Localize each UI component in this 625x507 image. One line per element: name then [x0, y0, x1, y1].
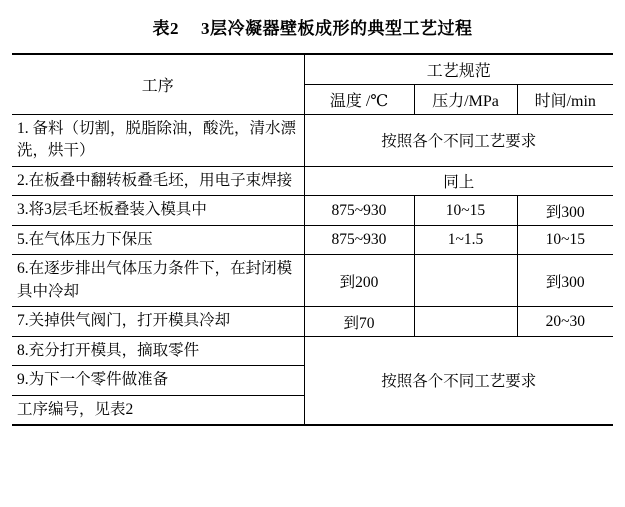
process-step-7: 7.关掉供气阀门，打开模具冷却: [12, 307, 304, 336]
caption-number: 表2: [152, 19, 179, 38]
header-temperature: 温度 /℃: [304, 85, 414, 115]
process-step-2: 2.在板叠中翻转板叠毛坯，用电子束焊接: [12, 166, 304, 195]
process-step-5-temperature: 875~930: [304, 225, 414, 254]
process-step-9: 9.为下一个零件做准备: [12, 366, 304, 395]
process-step-7-temperature: 到70: [304, 307, 414, 336]
process-table: [12, 53, 613, 426]
table-row: [12, 336, 613, 365]
process-step-5: 5.在气体压力下保压: [12, 225, 304, 254]
process-step-1-note: 按照各个不同工艺要求: [304, 115, 613, 167]
process-step-6-temperature: 到200: [304, 255, 414, 307]
process-group-note: 按照各个不同工艺要求: [304, 336, 613, 425]
table-row: [12, 196, 613, 225]
process-step-6: 6.在逐步排出气体压力条件下，在封闭模具中冷却: [12, 255, 304, 307]
process-step-3-time: 到300: [517, 196, 613, 225]
header-spec-group: 工艺规范: [304, 54, 613, 85]
header-pressure: 压力/MPa: [414, 85, 517, 115]
table-row: [12, 255, 613, 307]
table-row: [12, 115, 613, 167]
table-caption: [0, 0, 625, 53]
process-step-3-pressure: 10~15: [414, 196, 517, 225]
caption-title: 3层冷凝器壁板成形的典型工艺过程: [201, 19, 473, 38]
table-container: [0, 53, 625, 426]
process-step-6-pressure: [414, 255, 517, 307]
table-row: [12, 307, 613, 336]
process-step-note: 工序编号，见表2: [12, 395, 304, 425]
process-step-2-note: 同上: [304, 166, 613, 195]
process-step-5-time: 10~15: [517, 225, 613, 254]
table-row: [12, 166, 613, 195]
table-row: [12, 225, 613, 254]
process-step-3: 3.将3层毛坯板叠装入模具中: [12, 196, 304, 225]
process-step-6-time: 到300: [517, 255, 613, 307]
process-step-3-temperature: 875~930: [304, 196, 414, 225]
process-step-5-pressure: 1~1.5: [414, 225, 517, 254]
process-step-7-time: 20~30: [517, 307, 613, 336]
table-header-row-primary: [12, 54, 613, 85]
process-step-1: 1. 备料（切割，脱脂除油，酸洗，清水漂洗，烘干）: [12, 115, 304, 167]
header-time: 时间/min: [517, 85, 613, 115]
process-step-7-pressure: [414, 307, 517, 336]
header-process: 工序: [12, 54, 304, 115]
process-step-8: 8.充分打开模具，摘取零件: [12, 336, 304, 365]
